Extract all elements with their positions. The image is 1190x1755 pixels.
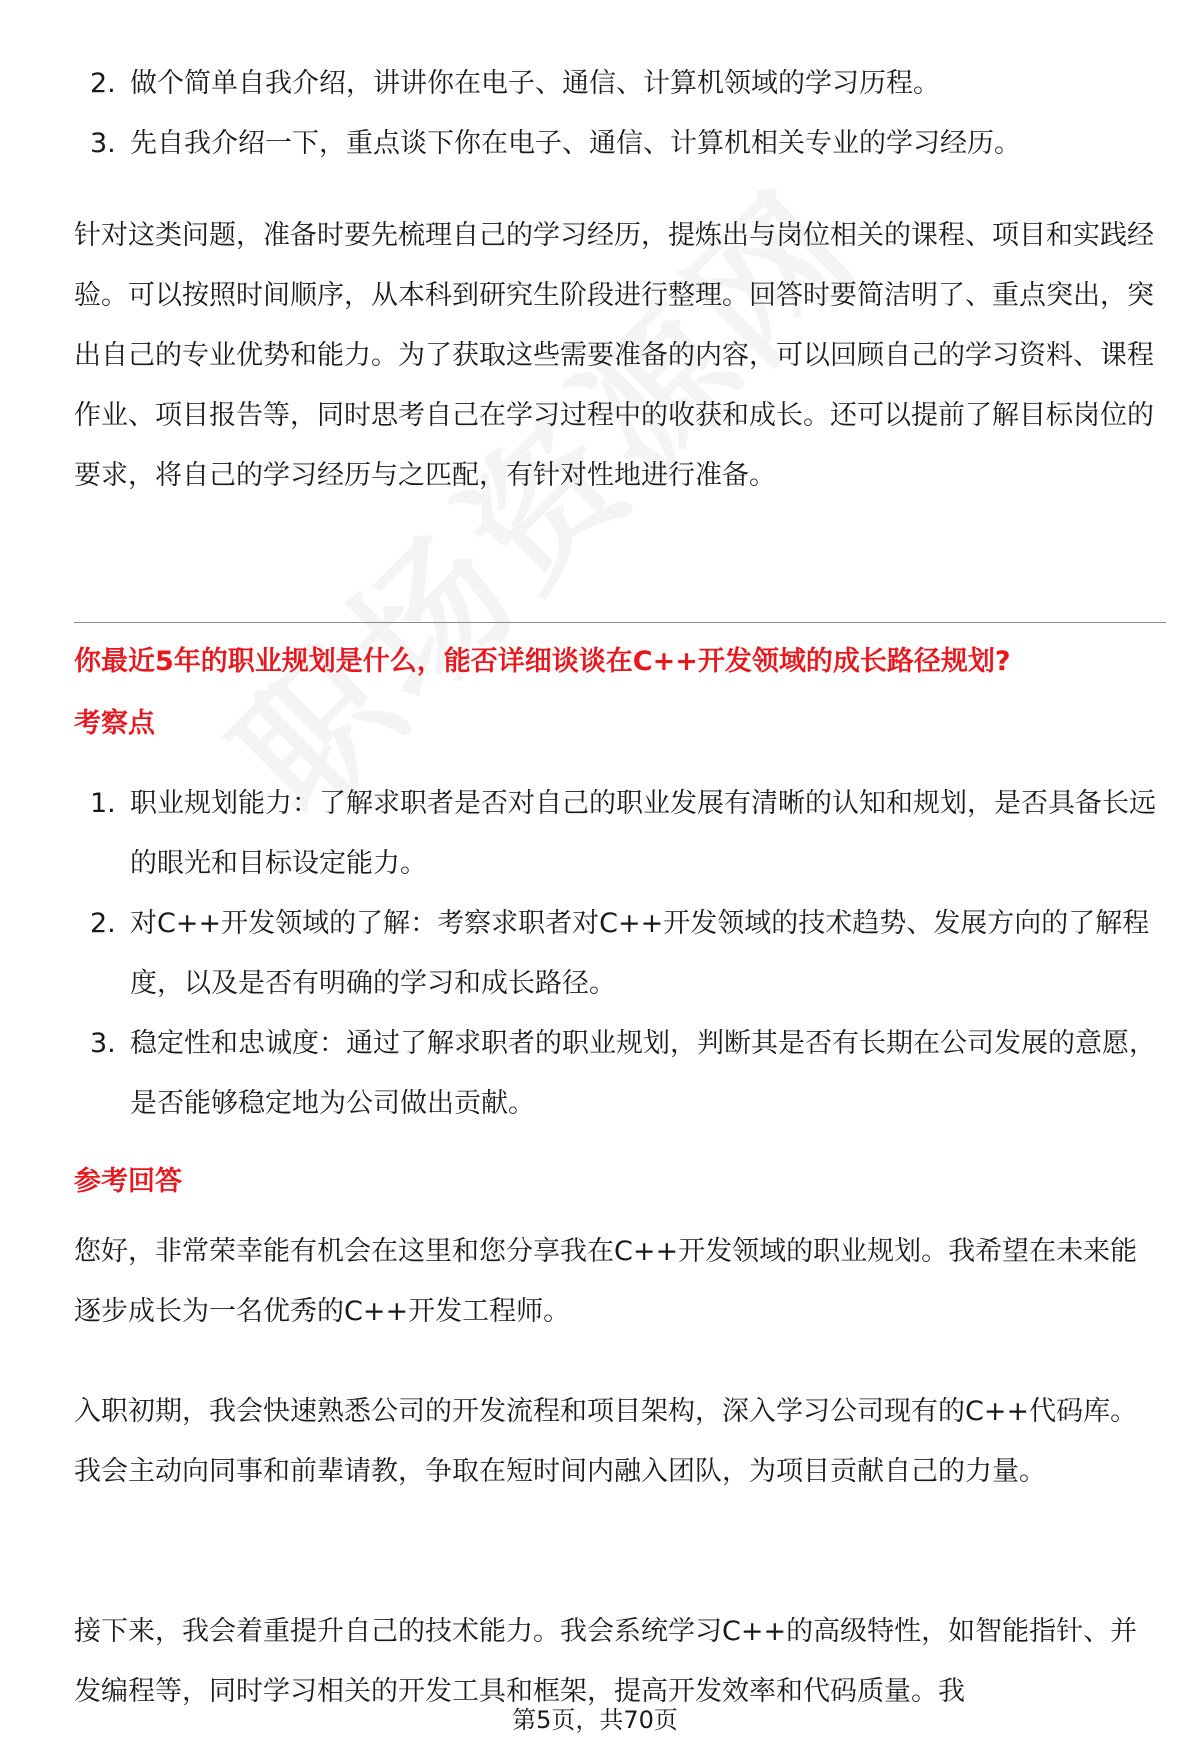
intro-question-list	[74, 54, 1174, 174]
answer-paragraph: 接下来，我会着重提升自己的技术能力。我会系统学习C++的高级特性，如智能指针、并发编程等，同时学习相关的开发工具和框架，提高开发效率和代码质量。我	[74, 1616, 1138, 1707]
list-text: 做个简单自我介绍，讲讲你在电子、通信、计算机领域的学习历程。	[130, 68, 940, 99]
advice-paragraph: 针对这类问题，准备时要先梳理自己的学习经历，提炼出与岗位相关的课程、项目和实践经验。可以按照时间顺序，从本科到研究生阶段进行整理。回答时要简洁明了、重点突出，突出自己的专业优势和能力。为了获取这些需要准备的内容，可以回顾自己的学习资料、课程作业、项目报告等，同时思考自己在学习过程中的收获和成长。还可以提前了解目标岗位的要求，将自己的学习经历与之匹配，有针对性地进行准备。	[74, 220, 1154, 491]
list-text: 对C++开发领域的了解：考察求职者对C++开发领域的技术趋势、发展方向的了解程度，以及是否有明确的学习和成长路径。	[130, 908, 1150, 999]
page-footer: 第5页，共70页	[512, 1706, 678, 1734]
section-divider	[74, 622, 1166, 623]
focus-list	[74, 774, 1174, 1134]
answer-paragraph: 入职初期，我会快速熟悉公司的开发流程和项目架构，深入学习公司现有的C++代码库。我会主动向同事和前辈请教，争取在短时间内融入团队，为项目贡献自己的力量。	[74, 1396, 1138, 1487]
list-number: 3.	[90, 128, 116, 159]
list-text: 稳定性和忠诚度：通过了解求职者的职业规划，判断其是否有长期在公司发展的意愿，是否能够稳定地为公司做出贡献。	[130, 1028, 1156, 1119]
focus-heading: 考察点	[74, 708, 155, 739]
list-number: 2.	[90, 68, 116, 99]
answer-heading: 参考回答	[74, 1166, 182, 1197]
question-title: 你最近5年的职业规划是什么，能否详细谈谈在C++开发领域的成长路径规划?	[74, 646, 1011, 677]
list-item	[74, 54, 1174, 114]
list-number: 2.	[90, 908, 116, 939]
list-item	[74, 894, 1174, 1014]
list-text: 职业规划能力：了解求职者是否对自己的职业发展有清晰的认知和规划，是否具备长远的眼光和目标设定能力。	[130, 788, 1156, 879]
list-item	[74, 114, 1174, 174]
list-number: 1.	[90, 788, 116, 819]
list-item	[74, 1014, 1174, 1134]
list-number: 3.	[90, 1028, 116, 1059]
list-text: 先自我介绍一下，重点谈下你在电子、通信、计算机相关专业的学习经历。	[130, 128, 1021, 159]
answer-paragraph: 您好，非常荣幸能有机会在这里和您分享我在C++开发领域的职业规划。我希望在未来能逐步成长为一名优秀的C++开发工程师。	[74, 1236, 1138, 1327]
list-item	[74, 774, 1174, 894]
